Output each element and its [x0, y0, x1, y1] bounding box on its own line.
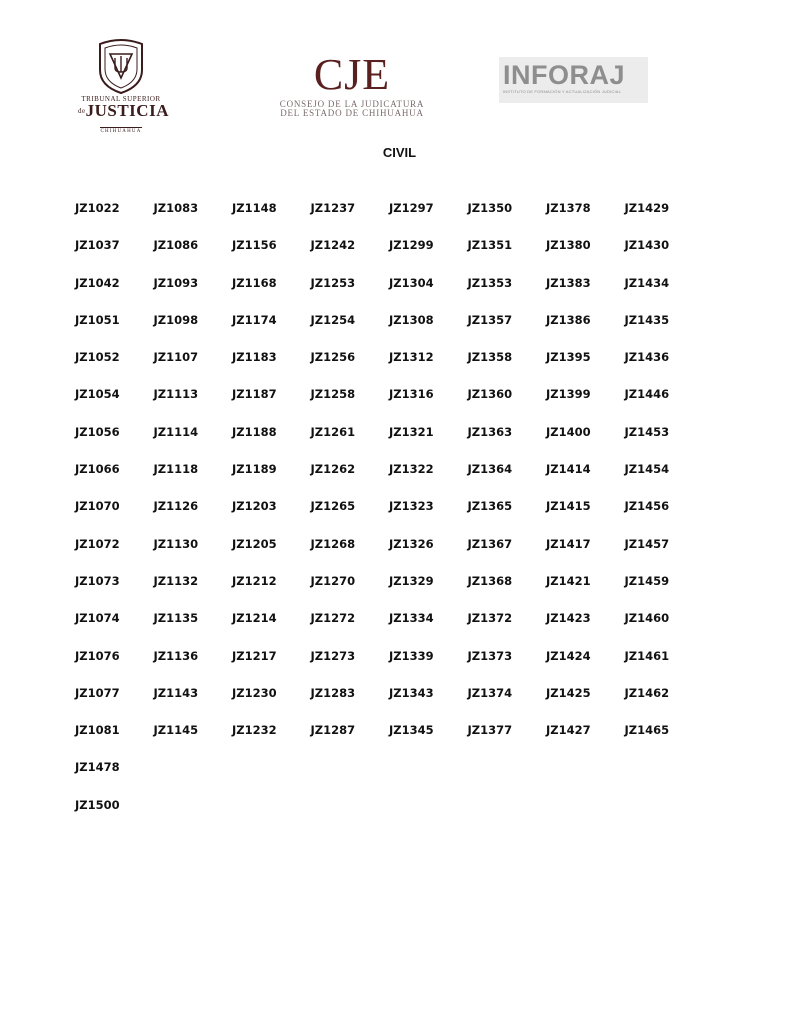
- court-code: JZ1350: [467, 201, 513, 215]
- court-code: JZ1261: [310, 424, 356, 439]
- code-row: [75, 238, 735, 275]
- court-code: JZ1417: [546, 536, 591, 551]
- court-code: JZ1037: [75, 238, 120, 253]
- court-code: JZ1326: [389, 536, 434, 551]
- code-row: [75, 760, 735, 797]
- court-code: JZ1070: [75, 499, 120, 514]
- code-row: [75, 499, 735, 536]
- court-code: JZ1386: [546, 312, 591, 327]
- court-code: JZ1130: [153, 536, 199, 551]
- court-code: JZ1462: [624, 685, 670, 700]
- court-code: JZ1283: [310, 685, 356, 700]
- court-code: JZ1168: [232, 275, 277, 290]
- court-code: JZ1051: [75, 312, 120, 327]
- tsj-logo-main: JUSTICIA: [85, 101, 169, 120]
- court-code: JZ1372: [467, 611, 513, 626]
- court-code: JZ1118: [153, 462, 199, 477]
- court-code: JZ1363: [467, 424, 513, 439]
- cje-logo: [276, 50, 428, 118]
- court-code: JZ1374: [467, 685, 513, 700]
- court-code: JZ1072: [75, 536, 120, 551]
- court-code: JZ1435: [624, 312, 670, 327]
- court-code: JZ1230: [232, 685, 277, 700]
- court-code: JZ1145: [153, 723, 199, 738]
- court-code: JZ1367: [467, 536, 513, 551]
- court-code: JZ1329: [389, 573, 434, 588]
- court-code: JZ1312: [389, 350, 434, 365]
- court-code: JZ1114: [153, 424, 199, 439]
- court-code: JZ1500: [75, 797, 120, 812]
- court-code: JZ1188: [232, 424, 277, 439]
- court-code: JZ1254: [310, 312, 356, 327]
- court-code: JZ1262: [310, 462, 356, 477]
- court-code: JZ1287: [310, 723, 356, 738]
- court-code: JZ1360: [467, 387, 513, 402]
- court-code: JZ1126: [153, 499, 199, 514]
- court-code: JZ1316: [389, 387, 434, 402]
- court-code: JZ1457: [624, 536, 670, 551]
- court-code: JZ1074: [75, 611, 120, 626]
- tsj-logo-prefix: de: [78, 107, 86, 115]
- code-row: [75, 313, 735, 350]
- court-code: JZ1421: [546, 573, 591, 588]
- court-code: JZ1368: [467, 573, 513, 588]
- court-code: JZ1135: [153, 611, 199, 626]
- court-code: JZ1156: [232, 238, 277, 253]
- court-code: JZ1446: [624, 387, 670, 402]
- court-code: JZ1373: [467, 648, 513, 663]
- court-code: JZ1299: [389, 238, 434, 253]
- tsj-logo-line2: [78, 101, 169, 120]
- court-code: JZ1351: [467, 238, 513, 253]
- court-code: JZ1321: [389, 424, 434, 439]
- court-code: JZ1378: [546, 201, 591, 215]
- court-code: JZ1189: [232, 462, 277, 477]
- court-code: JZ1415: [546, 499, 591, 514]
- court-code: JZ1423: [546, 611, 591, 626]
- tsj-logo-line3: CHIHUAHUA: [100, 129, 142, 134]
- court-code: JZ1459: [624, 573, 670, 588]
- court-code: JZ1258: [310, 387, 356, 402]
- code-row: [75, 201, 735, 238]
- court-code: JZ1399: [546, 387, 591, 402]
- code-row: [75, 276, 735, 313]
- court-code: JZ1461: [624, 648, 670, 663]
- court-code: JZ1345: [389, 723, 434, 738]
- inforaj-logo-subtitle: INSTITUTO DE FORMACIÓN Y ACTUALIZACIÓN JUDICIAL: [503, 89, 622, 94]
- court-code: JZ1076: [75, 648, 120, 663]
- court-code: JZ1081: [75, 723, 120, 738]
- court-code: JZ1364: [467, 462, 513, 477]
- cje-logo-mark: CJE: [313, 50, 391, 99]
- court-code: JZ1077: [75, 685, 120, 700]
- court-code: JZ1268: [310, 536, 356, 551]
- cje-logo-line1: CONSEJO DE LA JUDICATURA: [279, 99, 425, 109]
- court-code: JZ1183: [232, 350, 277, 365]
- inforaj-logo: [499, 57, 648, 103]
- court-code: JZ1107: [153, 350, 199, 365]
- court-code: JZ1052: [75, 350, 120, 365]
- code-row: [75, 537, 735, 574]
- court-code: JZ1093: [153, 275, 199, 290]
- court-code: JZ1187: [232, 387, 277, 402]
- court-code: JZ1377: [467, 723, 513, 738]
- court-code: JZ1322: [389, 462, 434, 477]
- court-code: JZ1113: [153, 387, 199, 402]
- court-code: JZ1465: [624, 723, 670, 738]
- court-code: JZ1148: [232, 201, 277, 215]
- court-code: JZ1265: [310, 499, 356, 514]
- court-code: JZ1434: [624, 275, 670, 290]
- tribunal-superior-logo: [78, 36, 169, 134]
- court-code: JZ1132: [153, 573, 199, 588]
- tsj-logo-line1: TRIBUNAL SUPERIOR: [81, 95, 161, 103]
- code-row: [75, 350, 735, 387]
- court-code: JZ1414: [546, 462, 591, 477]
- court-code: JZ1308: [389, 312, 434, 327]
- code-row: [75, 798, 735, 835]
- court-code: JZ1304: [389, 275, 434, 290]
- court-code: JZ1427: [546, 723, 591, 738]
- court-code: JZ1042: [75, 275, 120, 290]
- code-row: [75, 649, 735, 686]
- code-row: [75, 686, 735, 723]
- court-code: JZ1273: [310, 648, 356, 663]
- court-code: JZ1174: [232, 312, 277, 327]
- court-code: JZ1456: [624, 499, 670, 514]
- court-code: JZ1066: [75, 462, 120, 477]
- court-code: JZ1143: [153, 685, 199, 700]
- court-code: JZ1242: [310, 238, 356, 253]
- court-code: JZ1357: [467, 312, 513, 327]
- court-code: JZ1022: [75, 201, 120, 215]
- court-code: JZ1383: [546, 275, 591, 290]
- court-code: JZ1453: [624, 424, 670, 439]
- court-code-list: [75, 201, 735, 835]
- court-code: JZ1253: [310, 275, 356, 290]
- court-code: JZ1395: [546, 350, 591, 365]
- page-heading: CIVIL: [382, 145, 417, 160]
- cje-logo-line2: DEL ESTADO DE CHIHUAHUA: [280, 108, 424, 118]
- court-code: JZ1205: [232, 536, 277, 551]
- court-code: JZ1365: [467, 499, 513, 514]
- court-code: JZ1083: [153, 201, 199, 215]
- code-row: [75, 611, 735, 648]
- court-code: JZ1339: [389, 648, 434, 663]
- court-code: JZ1425: [546, 685, 591, 700]
- court-code: JZ1323: [389, 499, 434, 514]
- court-code: JZ1214: [232, 611, 277, 626]
- court-code: JZ1343: [389, 685, 434, 700]
- court-code: JZ1358: [467, 350, 513, 365]
- court-code: JZ1334: [389, 611, 434, 626]
- court-code: JZ1460: [624, 611, 670, 626]
- shield-icon: [96, 36, 146, 94]
- court-code: JZ1353: [467, 275, 513, 290]
- court-code: JZ1098: [153, 312, 199, 327]
- court-code: JZ1203: [232, 499, 277, 514]
- court-code: JZ1054: [75, 387, 120, 402]
- court-code: JZ1056: [75, 424, 120, 439]
- code-row: [75, 574, 735, 611]
- court-code: JZ1086: [153, 238, 199, 253]
- inforaj-logo-mark: INFORAJ: [503, 60, 626, 90]
- court-code: JZ1297: [389, 201, 434, 215]
- code-row: [75, 723, 735, 760]
- court-code: JZ1136: [153, 648, 199, 663]
- court-code: JZ1212: [232, 573, 277, 588]
- court-code: JZ1400: [546, 424, 591, 439]
- court-code: JZ1478: [75, 760, 120, 775]
- code-row: [75, 462, 735, 499]
- court-code: JZ1436: [624, 350, 670, 365]
- court-code: JZ1217: [232, 648, 277, 663]
- court-code: JZ1429: [624, 201, 670, 215]
- code-row: [75, 425, 735, 462]
- court-code: JZ1232: [232, 723, 277, 738]
- court-code: JZ1454: [624, 462, 670, 477]
- court-code: JZ1237: [310, 201, 356, 215]
- court-code: JZ1256: [310, 350, 356, 365]
- court-code: JZ1073: [75, 573, 120, 588]
- code-row: [75, 387, 735, 424]
- court-code: JZ1430: [624, 238, 670, 253]
- court-code: JZ1380: [546, 238, 591, 253]
- court-code: JZ1272: [310, 611, 356, 626]
- court-code: JZ1424: [546, 648, 591, 663]
- court-code: JZ1270: [310, 573, 356, 588]
